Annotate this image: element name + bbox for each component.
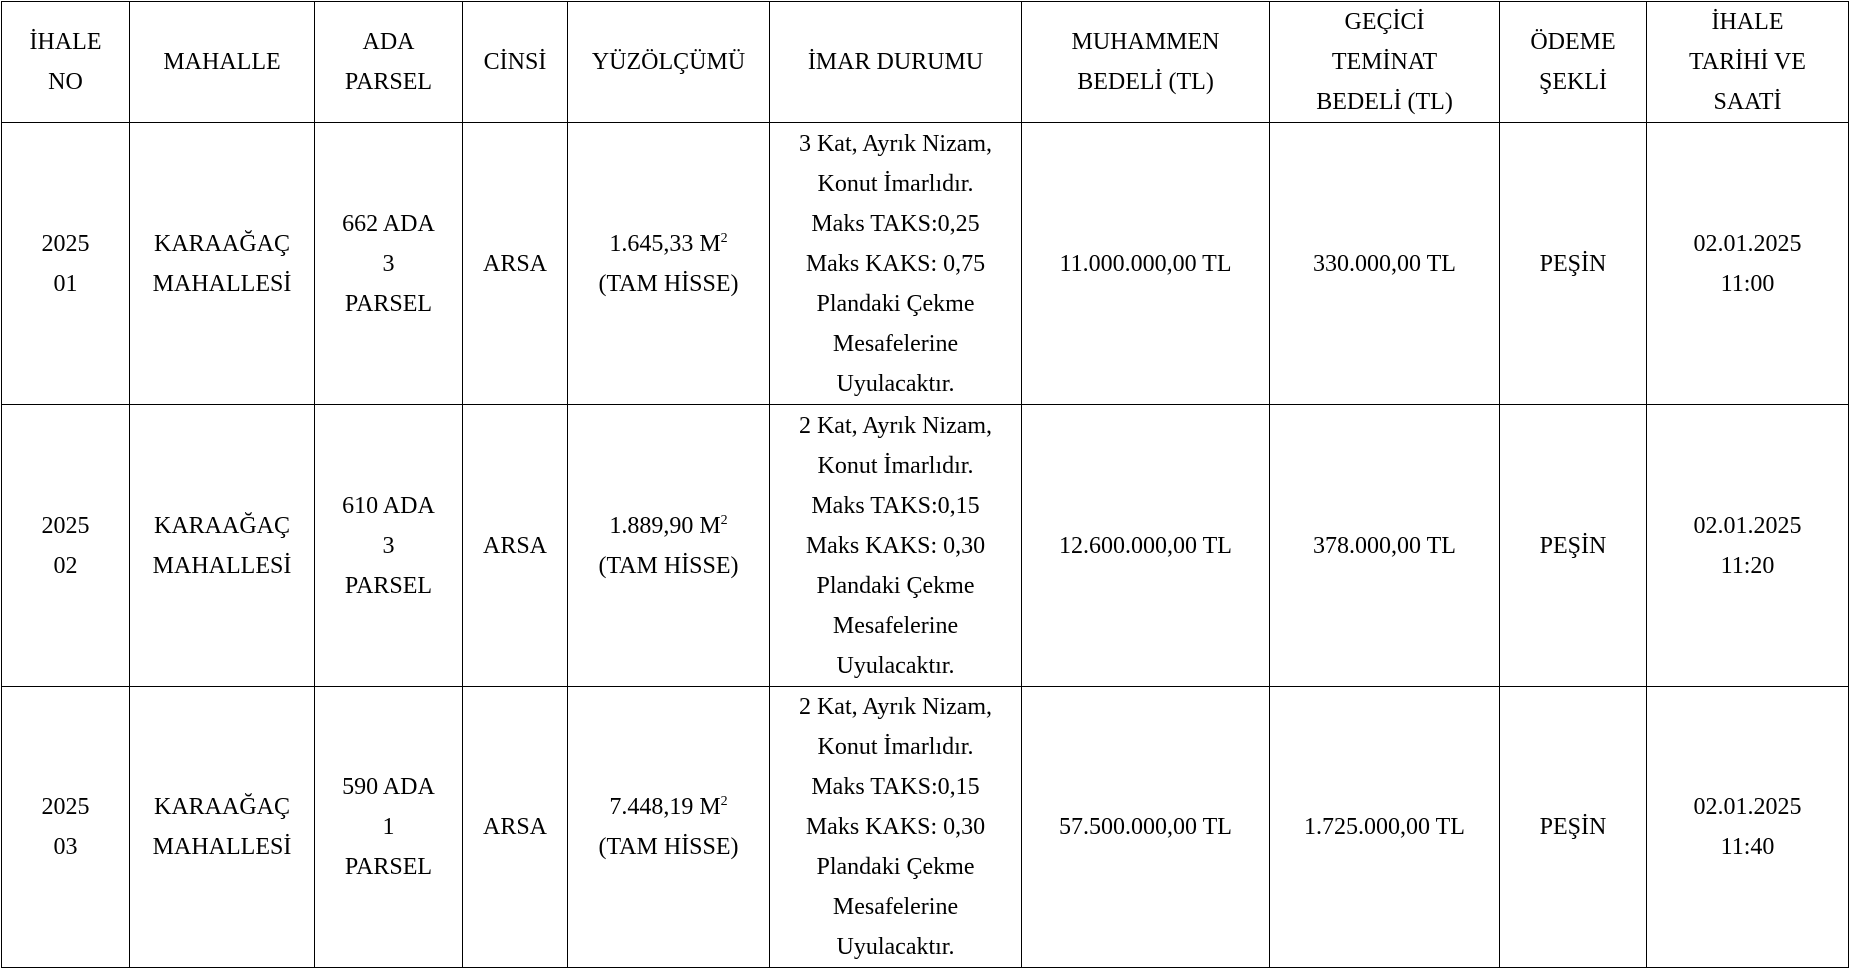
cell-cinsi: ARSA	[463, 687, 568, 968]
table-row	[2, 405, 1849, 687]
cell-imar-durumu: 2 Kat, Ayrık Nizam, Konut İmarlıdır. Maks TAKS:0,15 Maks KAKS: 0,30 Plandaki Çekme Mesafelerine Uyulacaktır.	[770, 687, 1022, 968]
cell-ada-parsel: 610 ADA 3 PARSEL	[315, 405, 463, 687]
header-row	[2, 2, 1849, 123]
header-ada-parsel: ADA PARSEL	[315, 2, 463, 123]
cell-ada-parsel: 590 ADA 1 PARSEL	[315, 687, 463, 968]
table-row	[2, 687, 1849, 968]
header-gecici-teminat: GEÇİCİ TEMİNAT BEDELİ (TL)	[1270, 2, 1500, 123]
area-value: 1.889,90 $M^2$	[609, 512, 728, 539]
cell-muhammen-bedeli: 57.500.000,00 TL	[1022, 687, 1270, 968]
header-ihale-tarihi: İHALE TARİHİ VE SAATİ	[1647, 2, 1849, 123]
cell-yuzolcumu: 1.889,90 $M^2$ (TAM HİSSE)	[568, 405, 770, 687]
cell-imar-durumu: 2 Kat, Ayrık Nizam, Konut İmarlıdır. Maks TAKS:0,15 Maks KAKS: 0,30 Plandaki Çekme Mesafelerine Uyulacaktır.	[770, 405, 1022, 687]
area-unit-exponent: 2	[720, 230, 728, 246]
cell-yuzolcumu: 1.645,33 $M^2$ (TAM HİSSE)	[568, 123, 770, 405]
cell-ada-parsel: 662 ADA 3 PARSEL	[315, 123, 463, 405]
cell-odeme-sekli: PEŞİN	[1500, 123, 1647, 405]
cell-gecici-teminat: 378.000,00 TL	[1270, 405, 1500, 687]
header-cinsi: CİNSİ	[463, 2, 568, 123]
cell-ihale-no: 2025 01	[2, 123, 130, 405]
header-yuzolcumu: YÜZÖLÇÜMÜ	[568, 2, 770, 123]
area-value: 7.448,19 $M^2$	[609, 794, 728, 820]
table-row	[2, 123, 1849, 405]
cell-muhammen-bedeli: 12.600.000,00 TL	[1022, 405, 1270, 687]
cell-ihale-tarihi: 02.01.2025 11:00	[1647, 123, 1849, 405]
cell-ihale-no: 2025 02	[2, 405, 130, 687]
header-odeme-sekli: ÖDEME ŞEKLİ	[1500, 2, 1647, 123]
cell-mahalle: KARAAĞAÇ MAHALLESİ	[130, 687, 315, 968]
area-unit-exponent: 2	[720, 512, 728, 528]
cell-muhammen-bedeli: 11.000.000,00 TL	[1022, 123, 1270, 405]
area-value: 1.645,33 $M^2$	[609, 230, 728, 257]
cell-odeme-sekli: PEŞİN	[1500, 687, 1647, 968]
cell-mahalle: KARAAĞAÇ MAHALLESİ	[130, 405, 315, 687]
cell-gecici-teminat: 1.725.000,00 TL	[1270, 687, 1500, 968]
header-imar-durumu: İMAR DURUMU	[770, 2, 1022, 123]
cell-gecici-teminat: 330.000,00 TL	[1270, 123, 1500, 405]
cell-ihale-tarihi: 02.01.2025 11:20	[1647, 405, 1849, 687]
header-ihale-no: İHALE NO	[2, 2, 130, 123]
cell-ihale-no: 2025 03	[2, 687, 130, 968]
cell-cinsi: ARSA	[463, 405, 568, 687]
header-muhammen-bedeli: MUHAMMEN BEDELİ (TL)	[1022, 2, 1270, 123]
cell-mahalle: KARAAĞAÇ MAHALLESİ	[130, 123, 315, 405]
area-unit-exponent: 2	[720, 794, 728, 809]
cell-yuzolcumu: 7.448,19 $M^2$ (TAM HİSSE)	[568, 687, 770, 968]
cell-ihale-tarihi: 02.01.2025 11:40	[1647, 687, 1849, 968]
header-mahalle: MAHALLE	[130, 2, 315, 123]
auction-table	[1, 1, 1849, 968]
cell-cinsi: ARSA	[463, 123, 568, 405]
cell-imar-durumu: 3 Kat, Ayrık Nizam, Konut İmarlıdır. Maks TAKS:0,25 Maks KAKS: 0,75 Plandaki Çekme Mesafelerine Uyulacaktır.	[770, 123, 1022, 405]
cell-odeme-sekli: PEŞİN	[1500, 405, 1647, 687]
